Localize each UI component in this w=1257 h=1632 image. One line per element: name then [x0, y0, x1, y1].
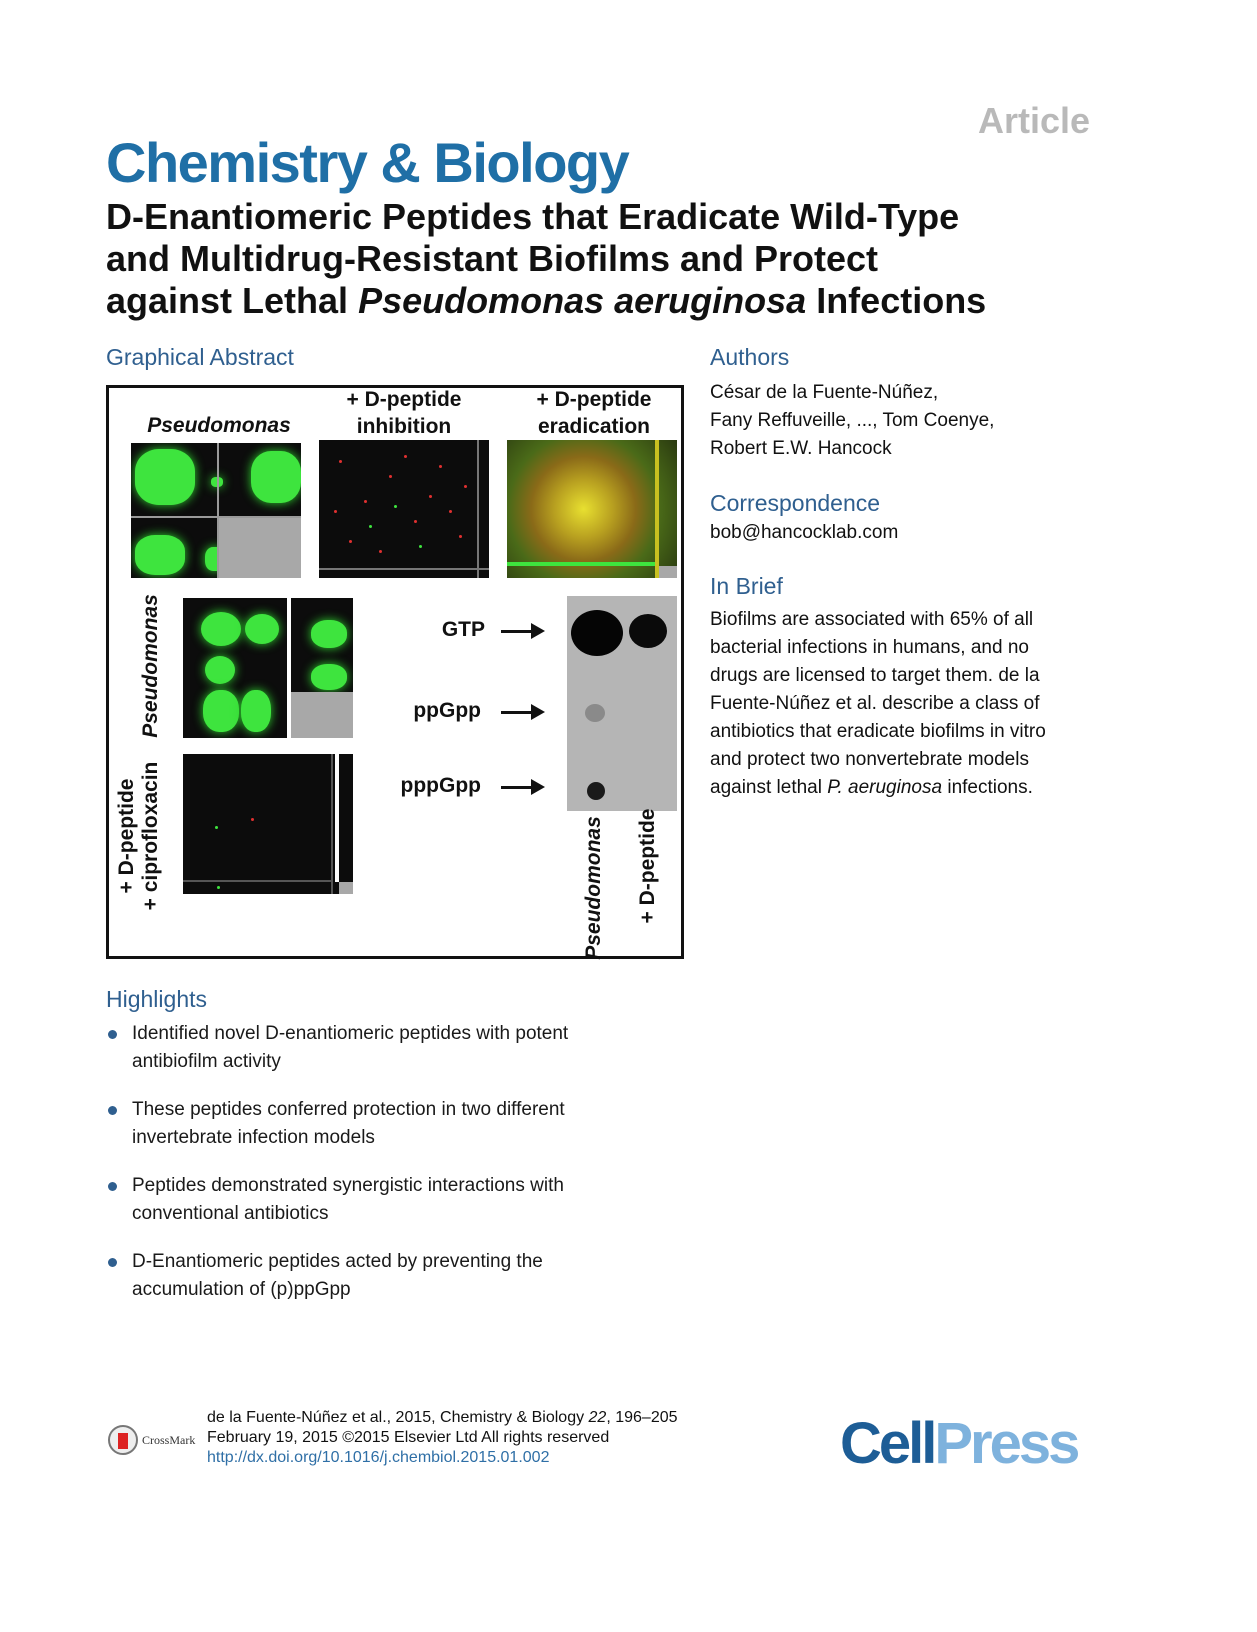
in-brief-line-7-post: infections. [942, 777, 1033, 798]
highlight-item [106, 1096, 666, 1152]
citation-pre: de la Fuente-Núñez et al., 2015, Chemistry & Biology [207, 1409, 589, 1426]
logo-cell: Cell [840, 1411, 935, 1476]
row2-side-label-text: Pseudomonas [139, 594, 162, 738]
highlights-list [106, 1020, 666, 1324]
biofilm-panel-untreated [131, 443, 301, 578]
row2-side-label [139, 586, 163, 746]
gel-lane2-label: + D-peptide [636, 808, 659, 924]
arrow-pppgpp [501, 786, 541, 789]
highlight-3-line-2: conventional antibiotics [132, 1203, 329, 1224]
doi-link[interactable]: http://dx.doi.org/10.1016/j.chembiol.2015.01.002 [207, 1449, 550, 1466]
arrow-ppgpp [501, 711, 541, 714]
bullet-icon [108, 1182, 117, 1191]
in-brief-heading: In Brief [710, 573, 783, 599]
highlights-heading: Highlights [106, 986, 207, 1012]
gel-lane1-label: Pseudomonas [582, 816, 605, 960]
col3-label-line1: + D-peptide [536, 388, 652, 411]
citation-line [207, 1408, 678, 1428]
bullet-icon [108, 1106, 117, 1115]
gel-label-pppgpp: pppGpp [400, 774, 481, 797]
biofilm-panel-eradication [507, 440, 677, 578]
in-brief-line-3: drugs are licensed to target them. de la [710, 665, 1040, 686]
title-line-3-pre: against Lethal [106, 280, 359, 321]
highlight-1-line-2: antibiofilm activity [132, 1051, 281, 1072]
col3-label-line2: eradication [537, 415, 651, 438]
in-brief-line-6: and protect two nonvertebrate models [710, 749, 1029, 770]
crossmark-label: CrossMark [142, 1432, 196, 1447]
in-brief-line-5: antibiotics that eradicate biofilms in vitro [710, 721, 1046, 742]
authors-list [710, 379, 1130, 463]
authors-line-1: César de la Fuente-Núñez, [710, 382, 939, 403]
authors-heading: Authors [710, 344, 790, 370]
highlight-2-line-1: These peptides conferred protection in two different [132, 1099, 565, 1120]
col2-label-line1: + D-peptide [346, 388, 462, 411]
highlight-4-line-2: accumulation of (p)ppGpp [132, 1279, 351, 1300]
correspondence-email[interactable]: bob@hancocklab.com [710, 522, 899, 543]
col1-label: Pseudomonas [147, 414, 291, 437]
graphical-abstract-figure [106, 385, 684, 959]
correspondence-heading: Correspondence [710, 490, 881, 516]
highlight-item [106, 1020, 666, 1076]
tlc-gel-image [567, 596, 677, 811]
highlight-item [106, 1172, 666, 1228]
crossmark-icon [108, 1425, 138, 1455]
arrow-gtp [501, 630, 541, 633]
title-line-3 [106, 280, 1106, 322]
highlight-3-line-1: Peptides demonstrated synergistic interactions with [132, 1175, 564, 1196]
highlight-1-line-1: Identified novel D-enantiomeric peptides with potent [132, 1023, 569, 1044]
in-brief-organism: P. aeruginosa [827, 777, 943, 798]
title-organism: Pseudomonas aeruginosa [358, 280, 807, 321]
journal-name: Chemistry & Biology [106, 131, 629, 194]
citation-pages: , 196–205 [606, 1409, 678, 1426]
row3-side-label-line2: + ciprofloxacin [139, 761, 162, 911]
crossmark-badge[interactable] [108, 1425, 195, 1455]
article-title [106, 196, 1106, 322]
title-line-3-post: Infections [806, 280, 987, 321]
highlight-4-line-1: D-Enantiomeric peptides acted by preventing the [132, 1251, 543, 1272]
in-brief-text [710, 606, 1130, 802]
graphical-abstract-heading: Graphical Abstract [106, 344, 294, 370]
gel-label-gtp: GTP [441, 618, 485, 641]
row3-side-label-line1: + D-peptide [115, 778, 138, 894]
gel-label-ppgpp: ppGpp [413, 699, 481, 722]
in-brief-line-7 [710, 774, 1130, 802]
biofilm-panel-inhibition [319, 440, 489, 578]
logo-press: Press [934, 1411, 1078, 1476]
bullet-icon [108, 1030, 117, 1039]
biofilm-panel-combination [183, 754, 353, 894]
authors-line-3: Robert E.W. Hancock [710, 438, 892, 459]
authors-line-2: Fany Reffuveille, ..., Tom Coenye, [710, 410, 995, 431]
in-brief-line-7-pre: against lethal [710, 777, 828, 798]
cellpress-logo [840, 1410, 1077, 1477]
bullet-icon [108, 1258, 117, 1267]
in-brief-line-4: Fuente-Núñez et al. describe a class of [710, 693, 1040, 714]
article-type-label: Article [977, 100, 1090, 141]
in-brief-line-2: bacterial infections in humans, and no [710, 637, 1029, 658]
biofilm-panel-clusters [183, 598, 353, 738]
col2-label-line2: inhibition [356, 415, 452, 438]
in-brief-line-1: Biofilms are associated with 65% of all [710, 609, 1034, 630]
copyright-line: February 19, 2015 ©2015 Elsevier Ltd All rights reserved [207, 1429, 610, 1446]
title-line-2: and Multidrug-Resistant Biofilms and Protect [106, 238, 879, 279]
citation-volume: 22 [588, 1409, 607, 1426]
citation-footer [207, 1408, 678, 1468]
title-line-1: D-Enantiomeric Peptides that Eradicate Wild-Type [106, 196, 960, 237]
highlight-item [106, 1248, 666, 1304]
highlight-2-line-2: invertebrate infection models [132, 1127, 375, 1148]
